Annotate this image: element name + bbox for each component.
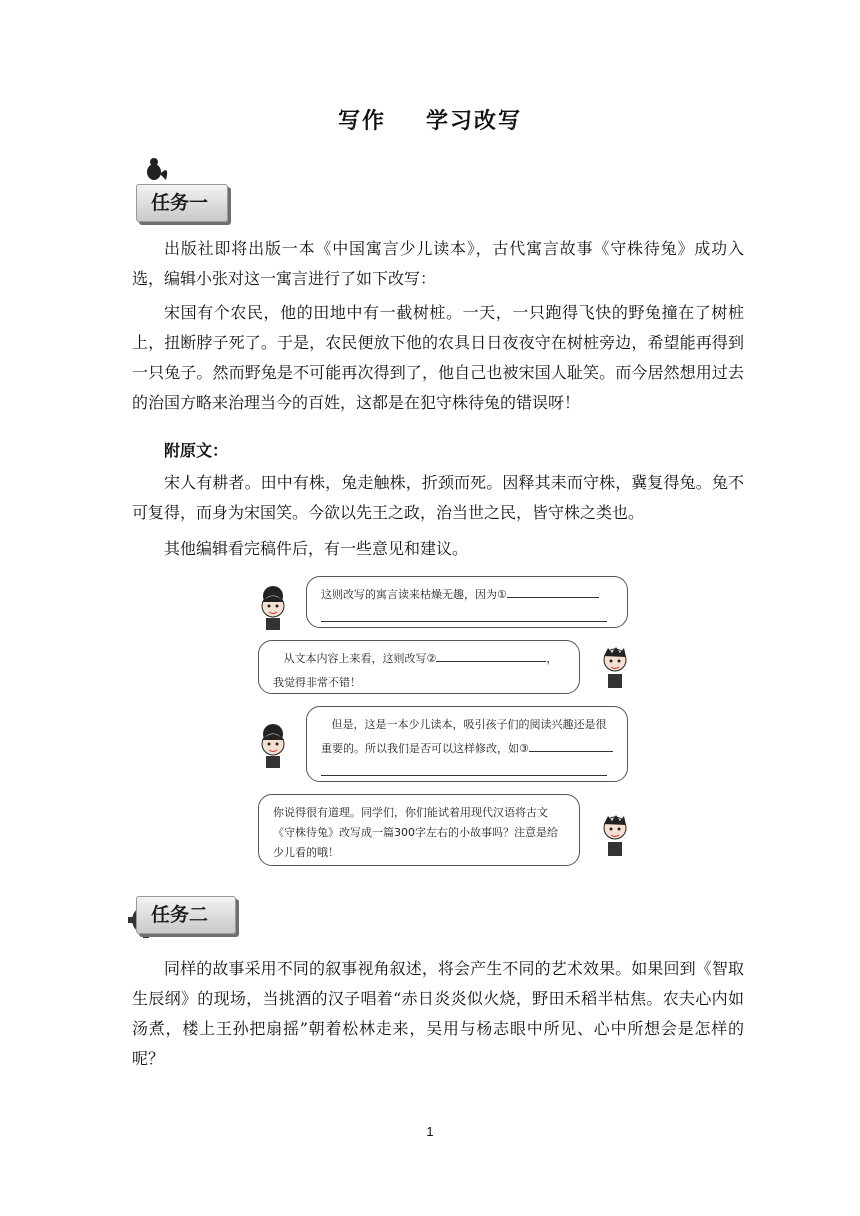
task1-rewrite: 宋国有个农民，他的田地中有一截树桩。一天，一只跑得飞快的野兔撞在了树桩上，扭断脖子死了。于是，农民便放下他的农具日日夜夜守在树桩旁边，希望能再得到一只兔子。然而野兔是不可能再次得到了，他自己也被宋国人耻笑。而今居然想用过去的治国方略来治理当今的百姓，这都是在犯守株待兔的错误呀！ bbox=[132, 303, 744, 412]
title-part1: 写作 bbox=[337, 109, 386, 134]
task1-badge: 任务一 bbox=[136, 184, 228, 222]
bubble4-text: 你说得很有道理。同学们，你们能试着用现代汉语将古文《守株待兔》改写成一篇300字左右的小故事吗？注意是给少儿看的哦！ bbox=[273, 806, 558, 859]
bubble2-text: 从文本内容上来看，这则改写② bbox=[283, 652, 437, 665]
speech-bubble-3 bbox=[306, 706, 628, 782]
page-title bbox=[0, 104, 860, 135]
speech-bubble-1 bbox=[306, 576, 628, 628]
speech-bubble-4 bbox=[258, 794, 580, 866]
task2-badge: 任务二 bbox=[136, 896, 236, 934]
girl-avatar-icon bbox=[256, 584, 290, 632]
bubble3-text: 但是，这是一本少儿读本，吸引孩子们的阅读兴趣还是很重要的。所以我们是否可以这样修改，如③ bbox=[321, 718, 607, 755]
bubble2-end: ， bbox=[546, 652, 558, 665]
other-editors: 其他编辑看完稿件后，有一些意见和建议。 bbox=[164, 539, 469, 558]
boy-avatar-icon bbox=[598, 644, 632, 690]
figure-icon bbox=[140, 154, 176, 186]
original-text: 宋人有耕者。田中有株，兔走触株，折颈而死。因释其耒而守株，冀复得兔。兔不可复得，而身为宋国笑。今欲以先王之政，治当世之民，皆守株之类也。 bbox=[132, 473, 744, 522]
title-part2: 学习改写 bbox=[426, 109, 523, 134]
page-number: 1 bbox=[426, 1124, 434, 1139]
bubble2-line2: 我觉得非常不错！ bbox=[273, 676, 361, 689]
boy-avatar-icon bbox=[598, 812, 632, 858]
original-label: 附原文： bbox=[164, 441, 229, 460]
speech-bubble-2 bbox=[258, 640, 580, 694]
task1-intro: 出版社即将出版一本《中国寓言少儿读本》，古代寓言故事《守株待兔》成功入选，编辑小张对这一寓言进行了如下改写： bbox=[132, 239, 744, 288]
task2-text: 同样的故事采用不同的叙事视角叙述，将会产生不同的艺术效果。如果回到《智取生辰纲》的现场，当挑酒的汉子唱着“赤日炎炎似火烧，野田禾稻半枯焦。农夫心内如汤煮，楼上王孙把扇摇”朝着松林走来，吴用与杨志眼中所见、心中所想会是怎样的呢？ bbox=[132, 959, 744, 1068]
girl-avatar-icon bbox=[256, 722, 290, 770]
bubble1-text: 这则改写的寓言读来枯燥无趣，因为① bbox=[321, 588, 507, 601]
